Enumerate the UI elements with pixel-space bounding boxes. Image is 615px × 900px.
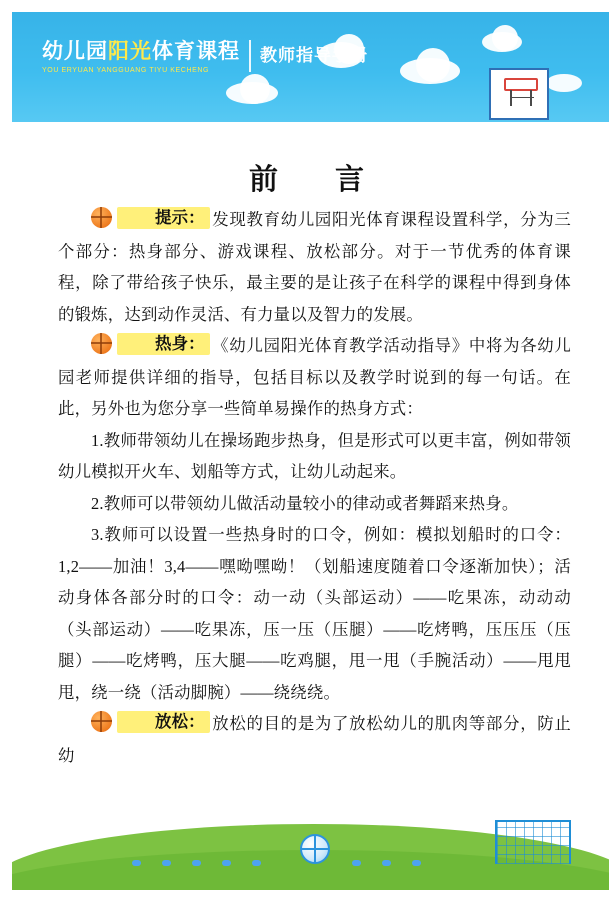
- logo-title-post: 体育课程: [152, 40, 240, 63]
- paragraph-warmup: [58, 330, 571, 425]
- track-dot-icon: [222, 860, 231, 866]
- track-dot-icon: [132, 860, 141, 866]
- brand-logo: [42, 40, 368, 76]
- logo-pinyin: YOU ERYUAN YANGGUANG TIYU KECHENG: [42, 67, 210, 74]
- logo-title-accent: 阳光: [108, 40, 152, 63]
- logo-text-group: [42, 40, 240, 76]
- cloud-icon: [416, 48, 450, 82]
- basketball-icon: [91, 333, 112, 354]
- warmup-text: 《幼儿园阳光体育教学活动指导》中将为各幼儿园老师提供详细的指导，包括目标以及教学时说到的每一句话。在此，另外也为您分享一些简单易操作的热身方式：: [58, 336, 571, 418]
- cloud-icon: [546, 74, 582, 92]
- basketball-icon: [91, 711, 112, 732]
- soccer-goal-icon: [495, 820, 571, 864]
- document-body: [12, 122, 615, 782]
- logo-divider: [249, 40, 251, 72]
- track-dot-icon: [352, 860, 361, 866]
- hoop-net: [510, 90, 532, 106]
- relax-text: 放松的目的是为了放松幼儿的肌肉等部分，防止幼: [58, 714, 571, 765]
- warmup-tag: [91, 333, 210, 355]
- warmup-tag-label: 热身：: [117, 333, 210, 355]
- logo-title: [42, 40, 240, 63]
- relax-tag: [91, 711, 210, 733]
- footer-bottom-bar: [12, 890, 615, 900]
- tip-tag: [91, 207, 210, 229]
- cloud-icon: [492, 25, 518, 51]
- paragraph-relax: [58, 708, 571, 771]
- tip-tag-label: 提示：: [117, 207, 210, 229]
- page-inner: [12, 12, 615, 900]
- track-dot-icon: [382, 860, 391, 866]
- document-text: [12, 204, 615, 771]
- basketball-icon: [91, 207, 112, 228]
- volleyball-icon: [300, 834, 330, 864]
- basketball-hoop-icon: [489, 68, 549, 120]
- track-dot-icon: [412, 860, 421, 866]
- list-item: 1.教师带领幼儿在操场跑步热身，但是形式可以更丰富，例如带领幼儿模拟开火车、划船等方式，让幼儿动起来。: [58, 430, 571, 481]
- track-dot-icon: [162, 860, 171, 866]
- cloud-icon: [240, 74, 270, 104]
- logo-title-pre: 幼儿园: [42, 40, 108, 63]
- logo-subtitle: 教师指导手册: [260, 46, 368, 65]
- list-item: 3.教师可以设置一些热身时的口令，例如：模拟划船时的口令：1,2——加油！3,4——嘿呦嘿呦！（划船速度随着口令逐渐加快）；活动身体各部分时的口令：动一动（头部运动）——吃果冻，动动动（头部运动）——吃果冻，压一压（压腿）——吃烤鸭，压压压（压腿）——吃烤鸭，压大腿——吃鸡腿，甩一甩（手腕活动）——甩甩甩，绕一绕（活动脚腕）——绕绕绕。: [58, 525, 571, 702]
- page-title: 前 言: [248, 164, 378, 196]
- page-footer: [12, 782, 615, 900]
- track-dot-icon: [192, 860, 201, 866]
- relax-tag-label: 放松：: [117, 711, 210, 733]
- page-header: [12, 12, 615, 122]
- paragraph-tip: [58, 204, 571, 330]
- track-dot-icon: [252, 860, 261, 866]
- tip-text: 发现教育幼儿园阳光体育课程设置科学，分为三个部分：热身部分、游戏课程、放松部分。对于一节优秀的体育课程，除了带给孩子快乐，最主要的是让孩子在科学的课程中得到身体的锻炼，达到动作灵活、有力量以及智力的发展。: [58, 210, 571, 324]
- list-item: 2.教师可以带领幼儿做活动量较小的律动或者舞蹈来热身。: [91, 493, 519, 513]
